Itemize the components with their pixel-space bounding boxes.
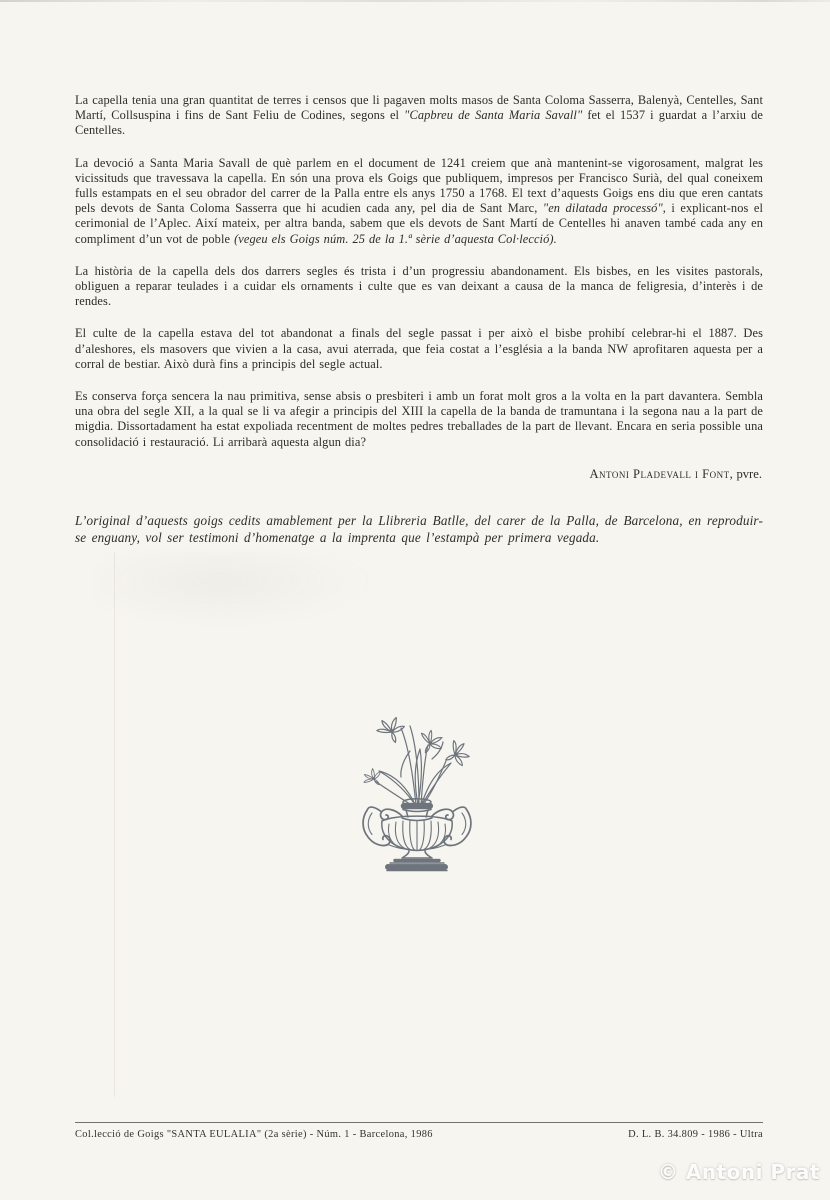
paragraphs-container [75, 93, 763, 450]
legal-deposit: D. L. B. 34.809 - 1986 - Ultra [628, 1129, 763, 1140]
author-name: Antoni Pladevall i Font, [589, 466, 734, 481]
text-segment: La capella tenia una gran quantitat de terres i censos que li pagaven molts masos de Santa Coloma Sasserra, Balenyà, Centelles, Sant Martí, Collsuspina i fins de Sant Feliu de Codines, segons el [75, 93, 763, 123]
text-segment: fet el 1537 i guardat a l’arxiu de Centelles. [75, 108, 764, 138]
italic-text-segment: "en dilatada processó" [542, 201, 663, 216]
scan-edge-artifact [0, 0, 830, 2]
italic-text-segment: (vegeu els Goigs núm. 25 de la 1.ª sèrie d’aquesta Col·lecció). [234, 231, 557, 246]
article-body [75, 93, 763, 547]
imprint-footer [75, 1129, 763, 1140]
flower-vase-engraving [362, 717, 474, 873]
scanner-streak-artifact [114, 552, 115, 1097]
italic-text-segment: "Capbreu de Santa Maria Savall" [404, 108, 583, 123]
paragraph [75, 326, 763, 372]
colophon-note: L’original d’aquests goigs cedits amablement per la Llibreria Batlle, del carer de la Palla, de Barcelona, en reproduir-se enguany, vol ser testimoni d’homenatge a la imprenta que l’estampà per primera vegada. [75, 512, 763, 546]
text-segment: El culte de la capella estava del tot abandonat a finals del segle passat i per això el bisbe prohibí celebrar-hi el 1887. Des d’aleshores, els masovers que vivien a la casa, avui aterrada, que feia costat a l’església a la banda NW aprofitaren aquesta per a corral de bestiar. Això durà fins a principis del segle actual. [75, 326, 763, 371]
text-segment: La història de la capella dels dos darrers segles és trista i d’un progressiu abandonament. Els bisbes, en les visites pastorals, obliguen a reparar teulades i a cuidar els ornaments i culte que es van deixant a causa de la manca de feligresia, d’interès i de rendes. [75, 263, 763, 309]
text-segment: , i explicant-nos el cerimonial de l’Aplec. Així mateix, per altra banda, sabem que els devots de Sant Martí de Centelles hi anaven també cada any en compliment d’un vot de poble [75, 201, 763, 246]
collection-imprint: Col.lecció de Goigs "SANTA EULALIA" (2a sèrie) - Núm. 1 - Barcelona, 1986 [75, 1129, 433, 1140]
text-segment: La devoció a Santa Maria Savall de què parlem en el document de 1241 creiem que anà mantenint-se vigorosament, malgrat les vicissituds que travessava la capella. En són una prova els Goigs que publiquem, impresos per Francisco Surià, del qual coneixem fulls estampats en el seu obrador del carrer de la Palla entre els anys 1750 a 1768. El text d’aquests Goigs ens diu que eren cantats pels devots de Santa Coloma Sasserra que hi acudien cada any, pel dia de Sant Marc, [75, 155, 763, 216]
copyright-watermark: © Antoni Prat [657, 1160, 820, 1184]
author-signature [75, 467, 762, 482]
flower-vase-illustration-svg [362, 717, 474, 873]
paragraph [75, 264, 763, 310]
footer-rule [75, 1122, 763, 1123]
text-segment: Es conserva força sencera la nau primitiva, sense absis o presbiteri i amb un forat molt gros a la volta en la part davantera. Sembla una obra del segle XII, a la qual se li va afegir a principis del XIII la capella de la banda de tramuntana i la segona nau a la part de migdia. Dissortadament ha estat expoliada recentment de moltes pedres treballades de la part de llevant. Encara en seria possible una consolidació i restauració. Li arribarà aquesta algun dia? [75, 389, 763, 449]
paragraph [75, 156, 763, 247]
paragraph [75, 389, 763, 450]
paragraph [75, 93, 763, 139]
paper-showthrough-artifact [95, 552, 375, 627]
author-title-suffix: pvre. [733, 466, 762, 481]
